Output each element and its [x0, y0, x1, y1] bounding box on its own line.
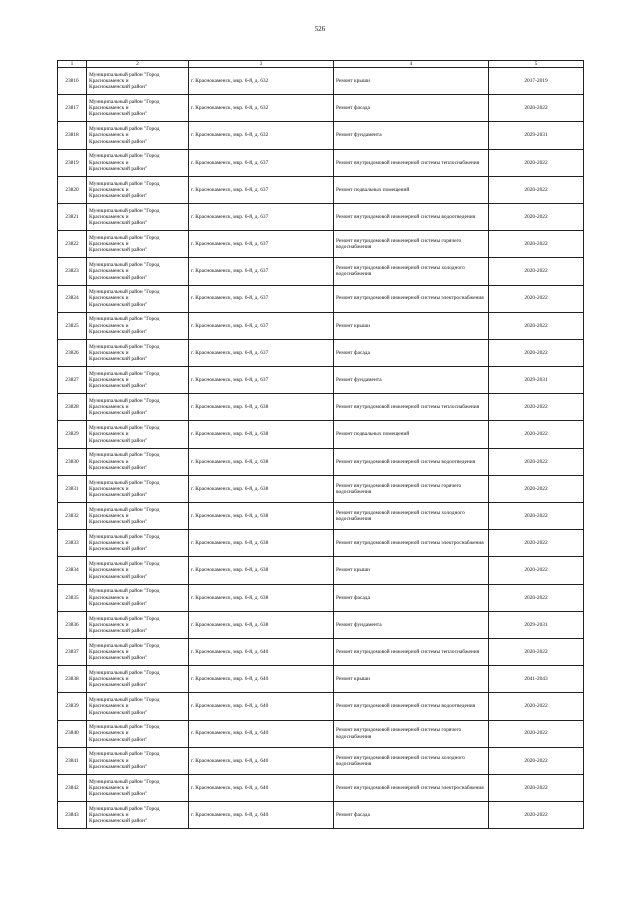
work-type-cell: Ремонт внутридомовой инженерной системы электроснабжения	[334, 774, 489, 801]
address-cell: г. Краснокаменск, мкр. 6-й, д. 640	[189, 666, 334, 693]
row-number: 23821	[58, 203, 87, 230]
table-row	[58, 720, 584, 747]
table-row	[58, 312, 584, 339]
municipality-cell: Муниципальный район "Город Краснокаменск и Краснокаменский район"	[87, 747, 189, 774]
row-number: 23836	[58, 611, 87, 638]
municipality-cell: Муниципальный район "Город Краснокаменск и Краснокаменский район"	[87, 557, 189, 584]
period-cell: 2020-2022	[489, 530, 584, 557]
address-cell: г. Краснокаменск, мкр. 6-й, д. 640	[189, 802, 334, 829]
row-number: 23823	[58, 258, 87, 285]
period-cell: 2020-2022	[489, 176, 584, 203]
table-row	[58, 584, 584, 611]
municipality-cell: Муниципальный район "Город Краснокаменск и Краснокаменский район"	[87, 149, 189, 176]
period-cell: 2020-2022	[489, 448, 584, 475]
header-row	[58, 61, 584, 68]
row-number: 23837	[58, 638, 87, 665]
period-cell: 2020-2022	[489, 421, 584, 448]
period-cell: 2020-2022	[489, 258, 584, 285]
column-header: 4	[334, 61, 489, 68]
municipality-cell: Муниципальный район "Город Краснокаменск и Краснокаменский район"	[87, 802, 189, 829]
address-cell: г. Краснокаменск, мкр. 6-й, д. 638	[189, 611, 334, 638]
work-type-cell: Ремонт внутридомовой инженерной системы электроснабжения	[334, 285, 489, 312]
work-type-cell: Ремонт внутридомовой инженерной системы теплоснабжения	[334, 149, 489, 176]
work-type-cell: Ремонт фасада	[334, 802, 489, 829]
work-type-cell: Ремонт крыши	[334, 666, 489, 693]
row-number: 23827	[58, 367, 87, 394]
address-cell: г. Краснокаменск, мкр. 6-й, д. 632	[189, 95, 334, 122]
table-row	[58, 367, 584, 394]
work-type-cell: Ремонт фасада	[334, 95, 489, 122]
address-cell: г. Краснокаменск, мкр. 6-й, д. 640	[189, 638, 334, 665]
period-cell: 2020-2022	[489, 312, 584, 339]
municipality-cell: Муниципальный район "Город Краснокаменск и Краснокаменский район"	[87, 122, 189, 149]
work-type-cell: Ремонт внутридомовой инженерной системы холодного водоснабжения	[334, 258, 489, 285]
row-number: 23835	[58, 584, 87, 611]
table-row	[58, 68, 584, 95]
table-body	[58, 68, 584, 829]
municipality-cell: Муниципальный район "Город Краснокаменск и Краснокаменский район"	[87, 258, 189, 285]
period-cell: 2017-2019	[489, 68, 584, 95]
period-cell: 2020-2022	[489, 95, 584, 122]
table-header	[58, 61, 584, 68]
period-cell: 2020-2022	[489, 339, 584, 366]
row-number: 23819	[58, 149, 87, 176]
municipality-cell: Муниципальный район "Город Краснокаменск и Краснокаменский район"	[87, 68, 189, 95]
period-cell: 2020-2022	[489, 802, 584, 829]
row-number: 23833	[58, 530, 87, 557]
table-row	[58, 231, 584, 258]
municipality-cell: Муниципальный район "Город Краснокаменск и Краснокаменский район"	[87, 693, 189, 720]
municipality-cell: Муниципальный район "Город Краснокаменск и Краснокаменский район"	[87, 720, 189, 747]
table-row	[58, 693, 584, 720]
period-cell: 2029-2031	[489, 367, 584, 394]
address-cell: г. Краснокаменск, мкр. 6-й, д. 640	[189, 747, 334, 774]
row-number: 23822	[58, 231, 87, 258]
address-cell: г. Краснокаменск, мкр. 6-й, д. 637	[189, 312, 334, 339]
address-cell: г. Краснокаменск, мкр. 6-й, д. 637	[189, 176, 334, 203]
table-row	[58, 176, 584, 203]
municipality-cell: Муниципальный район "Город Краснокаменск и Краснокаменский район"	[87, 394, 189, 421]
municipality-cell: Муниципальный район "Город Краснокаменск и Краснокаменский район"	[87, 285, 189, 312]
address-cell: г. Краснокаменск, мкр. 6-й, д. 638	[189, 394, 334, 421]
work-type-cell: Ремонт крыши	[334, 312, 489, 339]
table-row	[58, 448, 584, 475]
column-header: 3	[189, 61, 334, 68]
row-number: 23831	[58, 475, 87, 502]
work-type-cell: Ремонт внутридомовой инженерной системы теплоснабжения	[334, 638, 489, 665]
work-type-cell: Ремонт внутридомовой инженерной системы горячего водоснабжения	[334, 231, 489, 258]
address-cell: г. Краснокаменск, мкр. 6-й, д. 638	[189, 421, 334, 448]
row-number: 23817	[58, 95, 87, 122]
table-row	[58, 122, 584, 149]
work-type-cell: Ремонт фундамента	[334, 122, 489, 149]
column-header: 1	[58, 61, 87, 68]
period-cell: 2020-2022	[489, 720, 584, 747]
period-cell: 2029-2031	[489, 122, 584, 149]
address-cell: г. Краснокаменск, мкр. 6-й, д. 640	[189, 720, 334, 747]
work-type-cell: Ремонт внутридомовой инженерной системы холодного водоснабжения	[334, 747, 489, 774]
address-cell: г. Краснокаменск, мкр. 6-й, д. 640	[189, 774, 334, 801]
address-cell: г. Краснокаменск, мкр. 6-й, д. 637	[189, 258, 334, 285]
period-cell: 2041-2043	[489, 666, 584, 693]
row-number: 23841	[58, 747, 87, 774]
address-cell: г. Краснокаменск, мкр. 6-й, д. 638	[189, 557, 334, 584]
address-cell: г. Краснокаменск, мкр. 6-й, д. 637	[189, 231, 334, 258]
address-cell: г. Краснокаменск, мкр. 6-й, д. 638	[189, 475, 334, 502]
page-number: 526	[314, 25, 326, 33]
municipality-cell: Муниципальный район "Город Краснокаменск и Краснокаменский район"	[87, 774, 189, 801]
address-cell: г. Краснокаменск, мкр. 6-й, д. 638	[189, 503, 334, 530]
address-cell: г. Краснокаменск, мкр. 6-й, д. 638	[189, 448, 334, 475]
row-number: 23824	[58, 285, 87, 312]
municipality-cell: Муниципальный район "Город Краснокаменск и Краснокаменский район"	[87, 339, 189, 366]
municipality-cell: Муниципальный район "Город Краснокаменск и Краснокаменский район"	[87, 231, 189, 258]
table-row	[58, 638, 584, 665]
table-row	[58, 421, 584, 448]
municipality-cell: Муниципальный район "Город Краснокаменск и Краснокаменский район"	[87, 475, 189, 502]
period-cell: 2020-2022	[489, 747, 584, 774]
address-cell: г. Краснокаменск, мкр. 6-й, д. 632	[189, 68, 334, 95]
work-type-cell: Ремонт фасада	[334, 584, 489, 611]
period-cell: 2020-2022	[489, 203, 584, 230]
period-cell: 2020-2022	[489, 231, 584, 258]
row-number: 23816	[58, 68, 87, 95]
table-row	[58, 747, 584, 774]
work-type-cell: Ремонт крыши	[334, 557, 489, 584]
period-cell: 2020-2022	[489, 285, 584, 312]
period-cell: 2020-2022	[489, 503, 584, 530]
period-cell: 2020-2022	[489, 475, 584, 502]
municipality-cell: Муниципальный район "Город Краснокаменск и Краснокаменский район"	[87, 638, 189, 665]
row-number: 23842	[58, 774, 87, 801]
municipality-cell: Муниципальный район "Город Краснокаменск и Краснокаменский район"	[87, 503, 189, 530]
table-row	[58, 611, 584, 638]
address-cell: г. Краснокаменск, мкр. 6-й, д. 632	[189, 122, 334, 149]
municipality-cell: Муниципальный район "Город Краснокаменск и Краснокаменский район"	[87, 367, 189, 394]
row-number: 23840	[58, 720, 87, 747]
row-number: 23843	[58, 802, 87, 829]
repair-schedule-table	[57, 60, 584, 829]
table-row	[58, 258, 584, 285]
municipality-cell: Муниципальный район "Город Краснокаменск и Краснокаменский район"	[87, 611, 189, 638]
municipality-cell: Муниципальный район "Город Краснокаменск и Краснокаменский район"	[87, 95, 189, 122]
row-number: 23820	[58, 176, 87, 203]
period-cell: 2020-2022	[489, 693, 584, 720]
municipality-cell: Муниципальный район "Город Краснокаменск и Краснокаменский район"	[87, 312, 189, 339]
address-cell: г. Краснокаменск, мкр. 6-й, д. 637	[189, 285, 334, 312]
row-number: 23838	[58, 666, 87, 693]
row-number: 23829	[58, 421, 87, 448]
work-type-cell: Ремонт внутридомовой инженерной системы электроснабжения	[334, 530, 489, 557]
row-number: 23828	[58, 394, 87, 421]
table-row	[58, 530, 584, 557]
column-header: 2	[87, 61, 189, 68]
municipality-cell: Муниципальный район "Город Краснокаменск и Краснокаменский район"	[87, 530, 189, 557]
table-row	[58, 774, 584, 801]
row-number: 23832	[58, 503, 87, 530]
address-cell: г. Краснокаменск, мкр. 6-й, д. 637	[189, 339, 334, 366]
address-cell: г. Краснокаменск, мкр. 6-й, д. 637	[189, 367, 334, 394]
table-row	[58, 802, 584, 829]
table-row	[58, 149, 584, 176]
address-cell: г. Краснокаменск, мкр. 6-й, д. 638	[189, 584, 334, 611]
row-number: 23825	[58, 312, 87, 339]
period-cell: 2020-2022	[489, 394, 584, 421]
municipality-cell: Муниципальный район "Город Краснокаменск и Краснокаменский район"	[87, 448, 189, 475]
period-cell: 2020-2022	[489, 149, 584, 176]
address-cell: г. Краснокаменск, мкр. 6-й, д. 637	[189, 149, 334, 176]
row-number: 23826	[58, 339, 87, 366]
period-cell: 2029-2031	[489, 611, 584, 638]
table-row	[58, 475, 584, 502]
address-cell: г. Краснокаменск, мкр. 6-й, д. 637	[189, 203, 334, 230]
period-cell: 2020-2022	[489, 584, 584, 611]
work-type-cell: Ремонт крыши	[334, 68, 489, 95]
work-type-cell: Ремонт внутридомовой инженерной системы водоотведения	[334, 448, 489, 475]
table-row	[58, 339, 584, 366]
municipality-cell: Муниципальный район "Город Краснокаменск и Краснокаменский район"	[87, 176, 189, 203]
table-row	[58, 503, 584, 530]
municipality-cell: Муниципальный район "Город Краснокаменск и Краснокаменский район"	[87, 666, 189, 693]
address-cell: г. Краснокаменск, мкр. 6-й, д. 638	[189, 530, 334, 557]
work-type-cell: Ремонт фундамента	[334, 611, 489, 638]
row-number: 23834	[58, 557, 87, 584]
table-row	[58, 394, 584, 421]
work-type-cell: Ремонт фасада	[334, 339, 489, 366]
table-row	[58, 95, 584, 122]
row-number: 23818	[58, 122, 87, 149]
period-cell: 2020-2022	[489, 774, 584, 801]
work-type-cell: Ремонт внутридомовой инженерной системы горячего водоснабжения	[334, 720, 489, 747]
work-type-cell: Ремонт внутридомовой инженерной системы холодного водоснабжения	[334, 503, 489, 530]
work-type-cell: Ремонт подвальных помещений	[334, 421, 489, 448]
work-type-cell: Ремонт внутридомовой инженерной системы водоотведения	[334, 693, 489, 720]
period-cell: 2020-2022	[489, 638, 584, 665]
municipality-cell: Муниципальный район "Город Краснокаменск и Краснокаменский район"	[87, 584, 189, 611]
address-cell: г. Краснокаменск, мкр. 6-й, д. 640	[189, 693, 334, 720]
period-cell: 2020-2022	[489, 557, 584, 584]
municipality-cell: Муниципальный район "Город Краснокаменск и Краснокаменский район"	[87, 203, 189, 230]
work-type-cell: Ремонт внутридомовой инженерной системы водоотведения	[334, 203, 489, 230]
table-row	[58, 666, 584, 693]
municipality-cell: Муниципальный район "Город Краснокаменск и Краснокаменский район"	[87, 421, 189, 448]
row-number: 23830	[58, 448, 87, 475]
work-type-cell: Ремонт фундамента	[334, 367, 489, 394]
column-header: 5	[489, 61, 584, 68]
table-row	[58, 285, 584, 312]
table-row	[58, 203, 584, 230]
row-number: 23839	[58, 693, 87, 720]
work-type-cell: Ремонт внутридомовой инженерной системы теплоснабжения	[334, 394, 489, 421]
work-type-cell: Ремонт подвальных помещений	[334, 176, 489, 203]
work-type-cell: Ремонт внутридомовой инженерной системы горячего водоснабжения	[334, 475, 489, 502]
table-row	[58, 557, 584, 584]
